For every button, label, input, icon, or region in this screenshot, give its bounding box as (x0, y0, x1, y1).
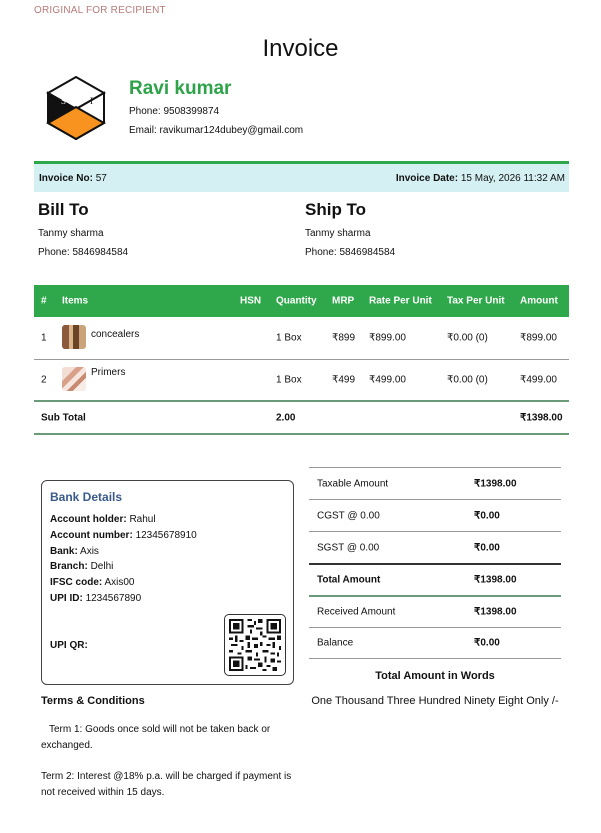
summary-label: Total Amount (317, 574, 381, 586)
business-name: Ravi kumar (129, 78, 232, 99)
summary-label: Taxable Amount (317, 478, 389, 489)
term-1: Term 1: Goods once sold will not be taken back or exchanged. (41, 724, 271, 751)
col-amount: Amount (520, 295, 558, 307)
subtotal-row (34, 403, 569, 435)
account-value: 12345678910 (135, 530, 197, 541)
bank-value: Axis (80, 546, 99, 557)
summary-value: ₹1398.00 (474, 478, 517, 489)
row-qty: 1 Box (276, 374, 302, 386)
subtotal-label: Sub Total (41, 412, 86, 424)
business-phone: Phone: 9508399874 (129, 106, 220, 117)
bank-label: Bank: (50, 546, 78, 557)
ifsc-value: Axis00 (104, 577, 135, 588)
business-logo (44, 76, 108, 140)
col-quantity: Quantity (276, 295, 317, 307)
upi-qr-label: UPI QR: (50, 640, 88, 651)
summary-value: ₹0.00 (474, 510, 500, 521)
summary-row (309, 595, 561, 627)
summary-value: ₹0.00 (474, 637, 500, 649)
table-row (34, 360, 569, 402)
upi-label: UPI ID: (50, 593, 83, 604)
summary-row (309, 499, 561, 531)
row-amount: ₹499.00 (520, 374, 557, 386)
row-rate: ₹899.00 (369, 332, 406, 344)
ifsc-label: IFSC code: (50, 577, 103, 588)
subtotal-amount: ₹1398.00 (520, 412, 563, 424)
invoice-no-label: Invoice No: (39, 173, 93, 184)
col-hsn: HSN (240, 295, 262, 307)
items-table-header (34, 285, 569, 317)
row-tax: ₹0.00 (0) (447, 374, 488, 386)
invoice-date-label: Invoice Date: (395, 173, 459, 184)
business-email: Email: ravikumar124dubey@gmail.com (129, 125, 304, 136)
ship-to-heading: Ship To (305, 200, 367, 219)
summary-label: Balance (317, 637, 354, 649)
bill-to-name: Tanmy sharma (38, 228, 104, 239)
original-banner: ORIGINAL FOR RECIPIENT (34, 5, 166, 16)
row-rate: ₹499.00 (369, 374, 406, 386)
row-mrp: ₹899 (332, 332, 356, 344)
invoice-no: 57 (95, 173, 107, 184)
row-tax: ₹0.00 (0) (447, 332, 488, 344)
row-qty: 1 Box (276, 332, 302, 344)
row-mrp: ₹499 (332, 374, 356, 386)
row-amount: ₹899.00 (520, 332, 557, 344)
summary-row (309, 531, 561, 563)
logo-letter-i: I (90, 96, 93, 106)
summary-value: ₹1398.00 (474, 606, 517, 618)
summary-label: CGST @ 0.00 (317, 510, 380, 521)
col-tax: Tax Per Unit (447, 295, 505, 307)
row-num: 2 (41, 374, 47, 386)
terms-heading: Terms & Conditions (41, 695, 145, 707)
table-row (34, 317, 569, 360)
row-item: Primers (91, 367, 126, 378)
row-item: concealers (91, 329, 140, 340)
logo-letter-s: S (61, 96, 67, 106)
upi-value: 1234567890 (85, 593, 142, 604)
ship-to-phone: Phone: 5846984584 (305, 247, 396, 258)
account-label: Account number: (50, 530, 133, 541)
summary-row (309, 563, 561, 595)
bill-to-phone: Phone: 5846984584 (38, 247, 129, 258)
col-mrp: MRP (332, 295, 355, 307)
ship-to-name: Tanmy sharma (305, 228, 371, 239)
invoice-info-bar (34, 164, 569, 192)
subtotal-qty: 2.00 (276, 412, 296, 424)
summary-value: ₹1398.00 (474, 574, 517, 586)
amount-in-words: One Thousand Three Hundred Ninety Eight Only /- (311, 695, 559, 707)
summary-label: SGST @ 0.00 (317, 542, 380, 553)
col-items: Items (62, 295, 89, 307)
bank-details-heading: Bank Details (50, 490, 123, 504)
holder-value: Rahul (129, 514, 156, 525)
branch-label: Branch: (50, 561, 88, 572)
invoice-date: 15 May, 2026 11:32 AM (460, 173, 565, 184)
branch-value: Delhi (90, 561, 114, 572)
term-2: Term 2: Interest @18% p.a. will be charged if payment is not received within 15 days. (41, 771, 292, 798)
amount-in-words-heading: Total Amount in Words (375, 670, 495, 682)
product-thumbnail (62, 367, 86, 391)
col-num: # (41, 295, 47, 307)
holder-label: Account holder: (50, 514, 127, 525)
summary-row (309, 627, 561, 659)
bank-details-card (41, 480, 294, 685)
upi-qr-code (224, 614, 286, 676)
bill-to-heading: Bill To (38, 200, 89, 219)
row-num: 1 (41, 332, 47, 344)
product-thumbnail (62, 325, 86, 349)
summary-row (309, 467, 561, 499)
summary-label: Received Amount (317, 606, 396, 618)
page-title: Invoice (262, 35, 339, 62)
col-rate: Rate Per Unit (369, 295, 432, 307)
summary-value: ₹0.00 (474, 542, 500, 553)
